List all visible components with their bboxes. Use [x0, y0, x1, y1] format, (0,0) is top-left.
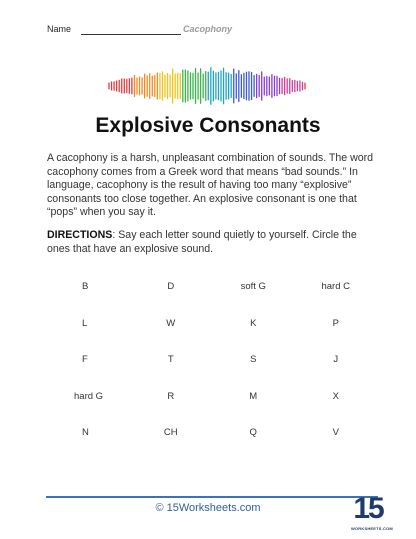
sound-item[interactable]: CH [163, 427, 178, 438]
sound-item[interactable]: N [82, 427, 89, 438]
sound-item[interactable]: S [250, 354, 257, 365]
topic-label: Cacophony [183, 24, 233, 34]
sound-item[interactable]: P [332, 317, 339, 329]
page-title: Explosive Consonants [95, 114, 321, 137]
logo-number: 15 [353, 492, 383, 525]
sound-item[interactable]: V [332, 427, 339, 438]
sound-item[interactable]: L [82, 317, 88, 329]
sound-item[interactable]: K [250, 317, 257, 329]
sound-item[interactable]: X [332, 390, 339, 402]
sound-item[interactable]: hard G [74, 390, 104, 402]
name-blank-line[interactable] [81, 34, 181, 35]
directions-text: : Say each letter sound quietly to yourself. Circle the ones that have an explosive sound. [47, 229, 357, 255]
sound-item[interactable]: B [82, 281, 89, 292]
sound-item[interactable]: T [167, 354, 174, 365]
sound-item[interactable]: F [82, 354, 88, 365]
sound-item[interactable]: J [333, 354, 339, 365]
sound-item[interactable]: D [167, 281, 175, 292]
sound-item[interactable]: R [167, 390, 175, 402]
sound-item[interactable]: W [166, 317, 176, 329]
sound-item[interactable]: soft G [240, 281, 266, 292]
intro-paragraph: A cacophony is a harsh, unpleasant combination of sounds. The word cacophony comes from a Greek word that means “bad sounds.” In language, cacophony is the result of having too many “explosive” consonants too close together. An explosive consonant is one that “pops” when you say it. [47, 152, 374, 219]
sound-item[interactable]: hard C [321, 281, 350, 292]
directions-label: DIRECTIONS [47, 229, 113, 241]
footer-divider [46, 496, 378, 498]
sound-wave-graphic [107, 66, 307, 106]
directions-paragraph [47, 229, 377, 256]
sound-grid [47, 277, 377, 457]
footer-copyright: © 15Worksheets.com [155, 502, 261, 514]
logo-text: WORKSHEETS.COM [351, 526, 393, 531]
sound-item[interactable]: M [249, 390, 258, 402]
name-label: Name [47, 24, 72, 34]
worksheets-logo [351, 492, 393, 538]
sound-item[interactable]: Q [249, 427, 257, 438]
